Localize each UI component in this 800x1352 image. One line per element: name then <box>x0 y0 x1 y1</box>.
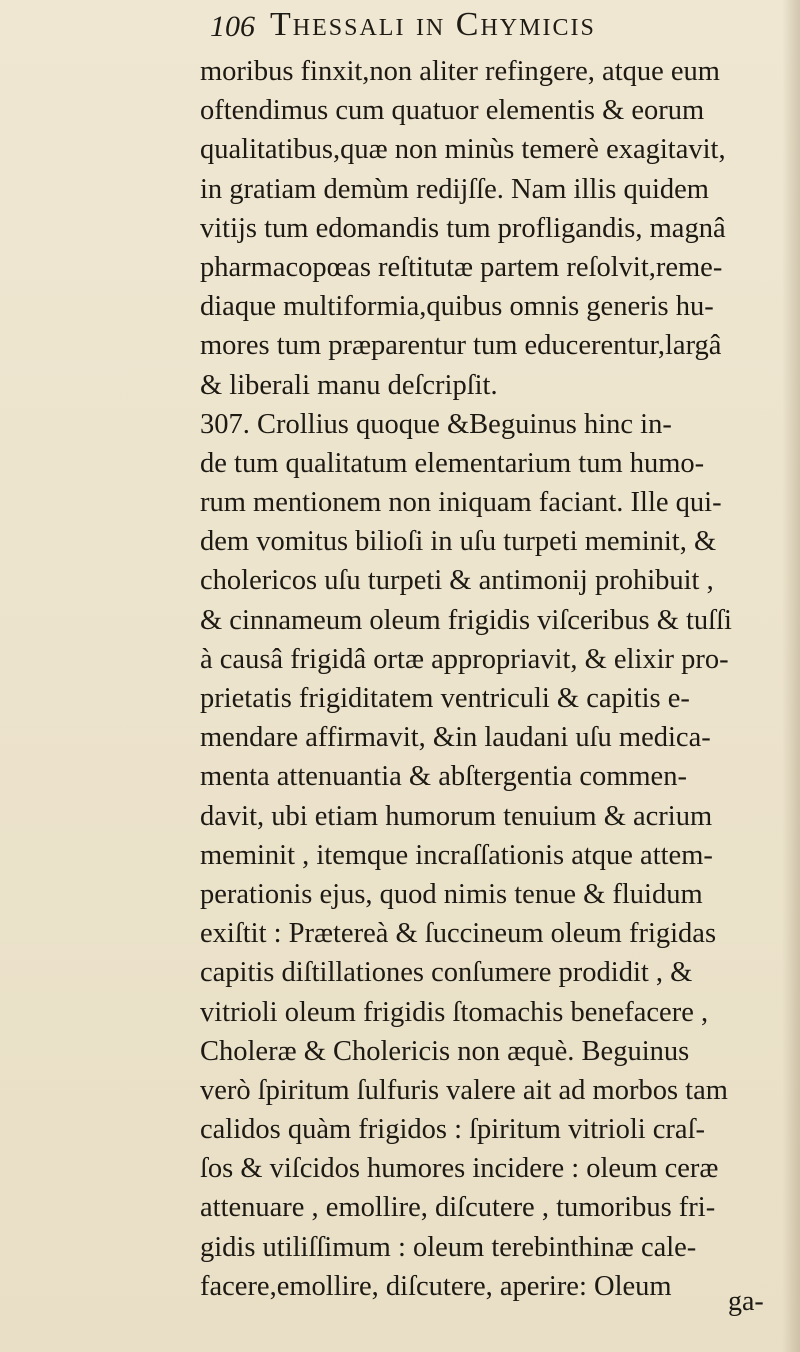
catchword: ga- <box>728 1286 764 1317</box>
text-line: mendare affirmavit, &in laudani uſu medica- <box>200 722 711 754</box>
text-line: & cinnameum oleum frigidis viſceribus & tuſſi <box>200 604 732 636</box>
text-line: pharmacopœas reſtitutæ partem reſolvit,reme- <box>200 251 723 283</box>
text-line: attenuare , emollire, diſcutere , tumoribus fri- <box>200 1192 716 1224</box>
page-header <box>210 6 770 50</box>
text-line: & liberali manu deſcripſit. <box>200 369 498 401</box>
text-line: cholericos uſu turpeti & antimonij prohibuit , <box>200 565 714 597</box>
text-line: diaque multiformia,quibus omnis generis hu- <box>200 291 714 323</box>
text-line: moribus finxit,non aliter refingere, atque eum <box>200 56 720 87</box>
text-line: qualitatibus,quæ non minùs temerè exagitavit, <box>200 134 726 166</box>
text-line: perationis ejus, quod nimis tenue & fluidum <box>200 878 703 910</box>
text-line: de tum qualitatum elementarium tum humo- <box>200 447 705 479</box>
text-line: menta attenuantia & abſtergentia commen- <box>200 761 687 793</box>
text-line: exiſtit : Prætereà & ſuccineum oleum frigidas <box>200 918 717 950</box>
text-line: prietatis frigiditatem ventriculi & capitis e- <box>200 683 690 714</box>
page-number: 106 <box>210 10 255 43</box>
text-line: mores tum præparentur tum educerentur,largâ <box>200 330 722 362</box>
text-line: à causâ frigidâ ortæ appropriavit, & elixir pro- <box>200 643 729 675</box>
text-line: Choleræ & Cholericis non æquè. Beguinus <box>200 1035 690 1067</box>
running-title: Thessali in Chymicis <box>270 6 596 43</box>
text-line: davit, ubi etiam humorum tenuium & acrium <box>200 800 713 832</box>
text-line: rum mentionem non iniquam faciant. Ille qui- <box>200 487 722 519</box>
text-line: verò ſpiritum ſulfuris valere ait ad morbos tam <box>200 1074 728 1106</box>
text-line: dem vomitus bilioſi in uſu turpeti meminit, & <box>200 526 717 558</box>
text-line: gidis utiliſſimum : oleum terebinthinæ cale- <box>200 1231 697 1263</box>
body-text <box>200 52 795 1306</box>
text-line: calidos quàm frigidos : ſpiritum vitrioli craſ- <box>200 1114 705 1146</box>
text-line: in gratiam demùm redijſſe. Nam illis quidem <box>200 173 709 205</box>
text-line: 307. Crollius quoque &Beguinus hinc in- <box>200 408 672 440</box>
text-line: meminit , itemque incraſſationis atque attem- <box>200 839 713 871</box>
text-line: capitis diſtillationes conſumere prodidit , & <box>200 957 693 989</box>
text-line: ſos & viſcidos humores incidere : oleum ceræ <box>200 1153 719 1185</box>
text-line: facere,emollire, diſcutere, aperire: Oleum <box>200 1270 672 1302</box>
text-line: oftendimus cum quatuor elementis & eorum <box>200 95 705 127</box>
text-line: vitrioli oleum frigidis ſtomachis benefacere , <box>200 996 709 1028</box>
text-line: vitijs tum edomandis tum profligandis, magnâ <box>200 212 726 244</box>
